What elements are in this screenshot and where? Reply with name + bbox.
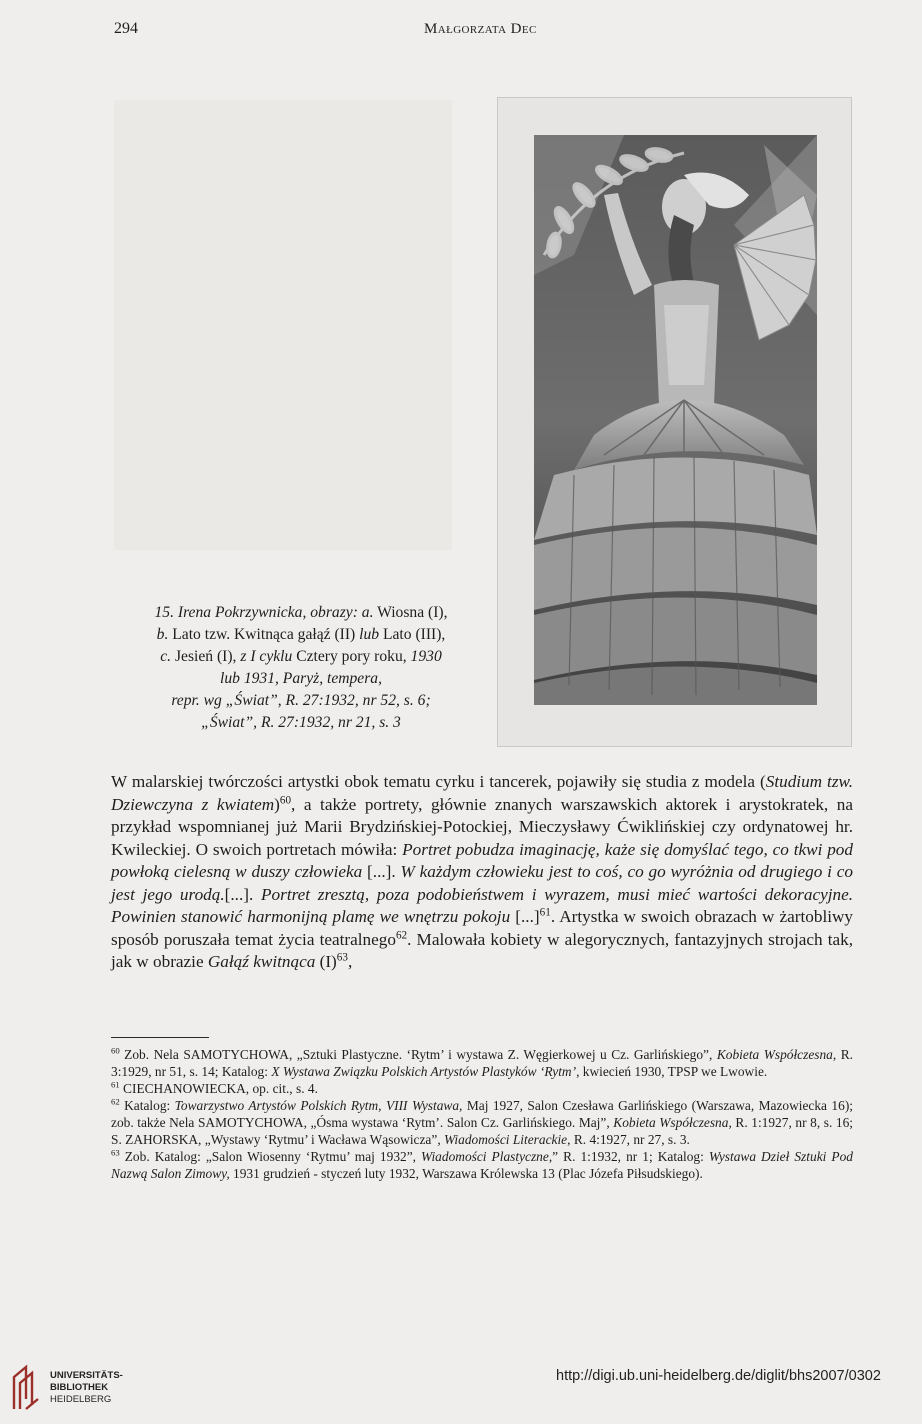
footnote-text: 1931 grudzień - styczeń luty 1932, Warszawa Królewska 13 (Plac Józefa Piłsudskiego). — [229, 1166, 703, 1181]
source-url-link[interactable]: http://digi.ub.uni-heidelberg.de/diglit/bhs2007/0302 — [556, 1368, 881, 1384]
caption-c: c. — [160, 648, 172, 665]
footnote-italic: Wiadomości Literackie — [444, 1132, 568, 1147]
caption-line6: „Świat”, R. 27:1932, nr 21, s. 3 — [201, 714, 401, 731]
footnote-italic: Towarzystwo Artystów Polskich Rytm, VIII Wystawa, — [174, 1098, 463, 1113]
footnote-divider — [111, 1037, 209, 1038]
footnote-text: , R. 4:1927, nr 27, s. 3. — [567, 1132, 690, 1147]
footnote-number: 62 — [111, 1096, 120, 1107]
body-quote-3: Portret zresztą, poza podobieństwem i wyrazem, musi mieć wartości dekoracyjne. Powinien stanowić harmonijną plamę we wnętrzu pokoju — [111, 884, 854, 926]
body-text-1: W malarskiej twórczości artystki obok tematu cyrku i tancerek, pojawiły się studia z modela ( — [111, 772, 766, 791]
footnote-number: 60 — [111, 1045, 120, 1056]
logo-line-3: HEIDELBERG — [50, 1394, 112, 1405]
footnote-61 — [111, 1080, 853, 1097]
page-number: 294 — [114, 20, 138, 37]
body-ellipsis-3: [...] — [510, 907, 540, 926]
caption-b: b. — [156, 626, 169, 643]
caption-year: 1930 — [410, 648, 442, 665]
footnote-ref-63: 63 — [336, 951, 348, 964]
footnote-italic: Wiadomości Plastyczne — [421, 1149, 549, 1164]
caption-lato3: Lato (III), — [379, 626, 446, 643]
footnote-text: , R. 3:1929, nr 51, s. 14; Katalog: — [111, 1047, 853, 1079]
body-text-end: , — [347, 952, 353, 971]
footnote-italic: Kobieta Współczesna — [613, 1115, 729, 1130]
body-text-4: . Malowała kobiety w alegorycznych, fantazyjnych strojach tak, jak w obrazie — [111, 929, 854, 971]
body-ellipsis-1: [...]. — [362, 862, 401, 881]
footnote-text: Zob. Nela SAMOTYCHOWA, „Sztuki Plastyczne. ‘Rytm’ i wystawa Z. Węgierkowej u Cz. Garlińskiego”, — [119, 1047, 717, 1062]
logo-line-1: UNIVERSITÄTS- — [50, 1370, 123, 1381]
body-paragraph — [111, 771, 853, 974]
footnote-number: 63 — [111, 1147, 120, 1158]
body-ellipsis-2: [...]. — [224, 884, 262, 904]
logo-line-2: BIBLIOTHEK — [50, 1382, 109, 1393]
body-quote-2: W każdym człowieku jest to coś, co go wyróżnia od drugiego i co jest jego urodą. — [111, 862, 853, 904]
show-through-plate — [114, 100, 452, 550]
caption-zcyklu: z I cyklu — [240, 648, 293, 665]
body-italic-1: Studium tzw. Dziewczyna z kwiatem — [111, 772, 853, 814]
art-deco-dancer-painting-icon — [534, 135, 817, 705]
footnote-text: Katalog: — [119, 1098, 175, 1113]
university-library-logo-icon — [10, 1363, 150, 1413]
body-text-3: . Artystka w swoich obrazach w żartobliwy sposób poruszała temat życia teatralnego — [111, 907, 854, 949]
footnote-italic: Kobieta Współczesna — [716, 1047, 833, 1062]
figure-caption — [112, 602, 490, 734]
footnote-text: , kwiecień 1930, TPSP we Lwowie. — [576, 1064, 768, 1079]
footnote-60 — [111, 1046, 853, 1080]
footnote-63 — [111, 1148, 853, 1182]
footnotes — [111, 1046, 853, 1182]
body-text-2: , a także portrety, głównie znanych warszawskich aktorek i arystokratek, na przykład wspomnianej już Marii Brydzińskiej-Potockiej, Mieczysławy Ćwiklińskiej czy ordynatowej hr. Kwileckiej. O swoich portretach mówiła: — [111, 794, 853, 859]
footnote-number: 61 — [111, 1079, 120, 1090]
footnote-ref-60: 60 — [279, 793, 292, 806]
caption-line4: lub 1931, Paryż, tempera, — [220, 670, 382, 687]
caption-lead: 15. Irena Pokrzywnicka, obrazy: a. — [154, 604, 374, 621]
footnote-text: ,” R. 1:1932, nr 1; Katalog: — [548, 1149, 709, 1164]
body-quote-1: Portret pobudza imaginację, każe się domyślać tego, co tkwi pod powłoką cielesną w duszy człowieka — [111, 839, 853, 881]
footnote-italic: Wystawa Dzieł Sztuki Pod Nazwą Salon Zimowy, — [111, 1149, 853, 1181]
body-italic-4: Gałąź kwitnąca — [207, 952, 316, 971]
body-text-4e: (I) — [315, 952, 337, 971]
footnote-62 — [111, 1097, 853, 1148]
footnote-text: Zob. Katalog: „Salon Wiosenny ‘Rytmu’ maj 1932”, — [119, 1149, 422, 1164]
footnote-italic: X Wystawa Związku Polskich Artystów Plastyków ‘Rytm’ — [271, 1064, 577, 1079]
caption-jesien: Jesień (I), — [171, 648, 241, 665]
footnote-text: , R. 1:1927, nr 8, s. 16; S. ZAHORSKA, „Wystawy ‘Rytmu’ i Wacława Wąsowicza”, — [111, 1115, 854, 1147]
footnote-ref-61: 61 — [539, 906, 551, 919]
caption-wiosna: Wiosna (I), — [373, 604, 448, 621]
footnote-text: CIECHANOWIECKA, op. cit., s. 4. — [119, 1081, 318, 1096]
body-text-1c: ) — [274, 794, 280, 814]
caption-cztery: Cztery pory roku, — [292, 648, 411, 665]
caption-line5: repr. wg „Świat”, R. 27:1932, nr 52, s. 6; — [171, 692, 431, 709]
caption-lub: lub — [359, 626, 380, 643]
footnote-text: Maj 1927, Salon Czesława Garlińskiego (Warszawa, Mazowiecka 16); zob. także Nela SAMOTYCHOWA, „Ósma wystawa ‘Rytm’. Salon Cz. Garlińskiego. Maj”, — [111, 1098, 854, 1130]
running-head: Małgorzata Dec — [424, 21, 537, 37]
caption-lato: Lato tzw. Kwitnąca gałąź (II) — [168, 626, 360, 643]
footnote-ref-62: 62 — [395, 928, 408, 941]
